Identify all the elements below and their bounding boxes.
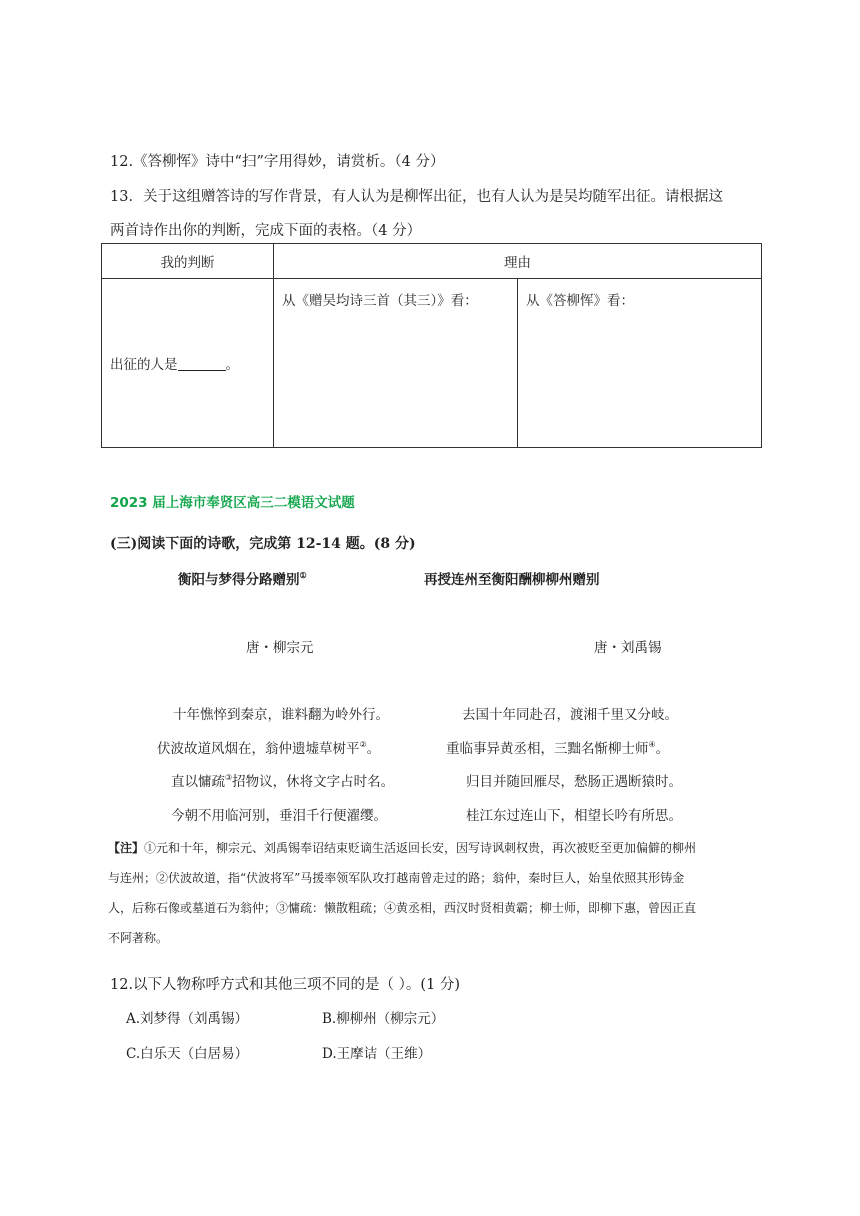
poem-2-line-1: 去国十年同赴召，渡湘千里又分岐。 [462, 707, 678, 723]
reason-cell-poem-1[interactable] [274, 279, 518, 448]
reason-poem-1-label: 从《赠吴均诗三首（其三）》看： [282, 293, 478, 309]
question-13-line-1: 13．关于这组赠答诗的写作背景，有人认为是柳恽出征，也有人认为是吴均随军出征。请根据这 [110, 189, 723, 205]
table-header-judgement: 我的判断 [102, 244, 274, 279]
poem-1-line-2: 伏波故道风烟在，翁仲遗墟草树平②。 [157, 740, 381, 757]
section-instruction: (三)阅读下面的诗歌，完成第 12-14 题。(8 分) [110, 536, 416, 552]
option-c[interactable]: C.白乐天（白居易） [126, 1046, 249, 1062]
question-12-stem: 12.以下人物称呼方式和其他三项不同的是（ ）。(1 分) [110, 977, 461, 993]
poem-1-line-1: 十年憔悴到秦京，谁料翻为岭外行。 [173, 707, 389, 723]
reason-poem-2-label: 从《答柳恽》看： [526, 293, 634, 309]
option-b[interactable]: B.柳柳州（柳宗元） [322, 1011, 445, 1027]
poem-1-title: 衡阳与梦得分路赠别① [178, 570, 307, 588]
poem-1-line-4: 今朝不用临河别，垂泪千行便濯缨。 [171, 808, 387, 824]
exam-title: 2023 届上海市奉贤区高三二模语文试题 [110, 495, 355, 511]
judgement-suffix: 。 [225, 357, 239, 373]
poem-1-line-3: 直以慵疏③招物议，休将文字占时名。 [171, 773, 395, 790]
table-header-reason: 理由 [274, 244, 762, 279]
poem-2-author: 唐・刘禹锡 [594, 640, 662, 656]
question-12-appreciation: 12.《答柳恽》诗中“扫”字用得妙，请赏析。（4 分） [110, 154, 445, 170]
poem-2-line-4: 桂江东过连山下，相望长吟有所思。 [466, 808, 682, 824]
poem-2-line-3: 归目并随回雁尽，愁肠正遇断猿时。 [466, 774, 682, 790]
answer-blank[interactable] [178, 356, 226, 371]
annotation-note: 【注】①元和十年，柳宗元、刘禹锡奉诏结束贬谪生活返回长安，因写诗讽刺权贵，再次被贬至更加偏僻的柳州 与连州；②伏波故道，指“伏波将军”马援率领军队攻打越南曾走过的路；翁仲，秦时巨人，始皇依照其形铸金 人，后称石像或墓道石为翁仲；③慵疏：懒散粗疏；④黄丞相，西汉时贤相黄霸；柳士师，即柳下惠，曾因正直 不阿著称。 [108, 841, 697, 945]
poem-1-author: 唐・柳宗元 [246, 640, 314, 656]
option-d[interactable]: D.王摩诘（王维） [322, 1046, 432, 1062]
poem-2-line-2: 重临事异黄丞相，三黜名惭柳士师④。 [446, 740, 670, 757]
poem-2-title: 再授连州至衡阳酬柳柳州赠别 [424, 572, 600, 588]
reason-cell-poem-2[interactable] [518, 279, 762, 448]
judgement-prefix: 出征的人是 [110, 357, 178, 373]
option-a[interactable]: A.刘梦得（刘禹锡） [126, 1011, 249, 1027]
judgement-cell[interactable] [102, 279, 274, 448]
judgement-table [101, 243, 762, 448]
question-13-line-2: 两首诗作出你的判断，完成下面的表格。（4 分） [110, 223, 422, 239]
